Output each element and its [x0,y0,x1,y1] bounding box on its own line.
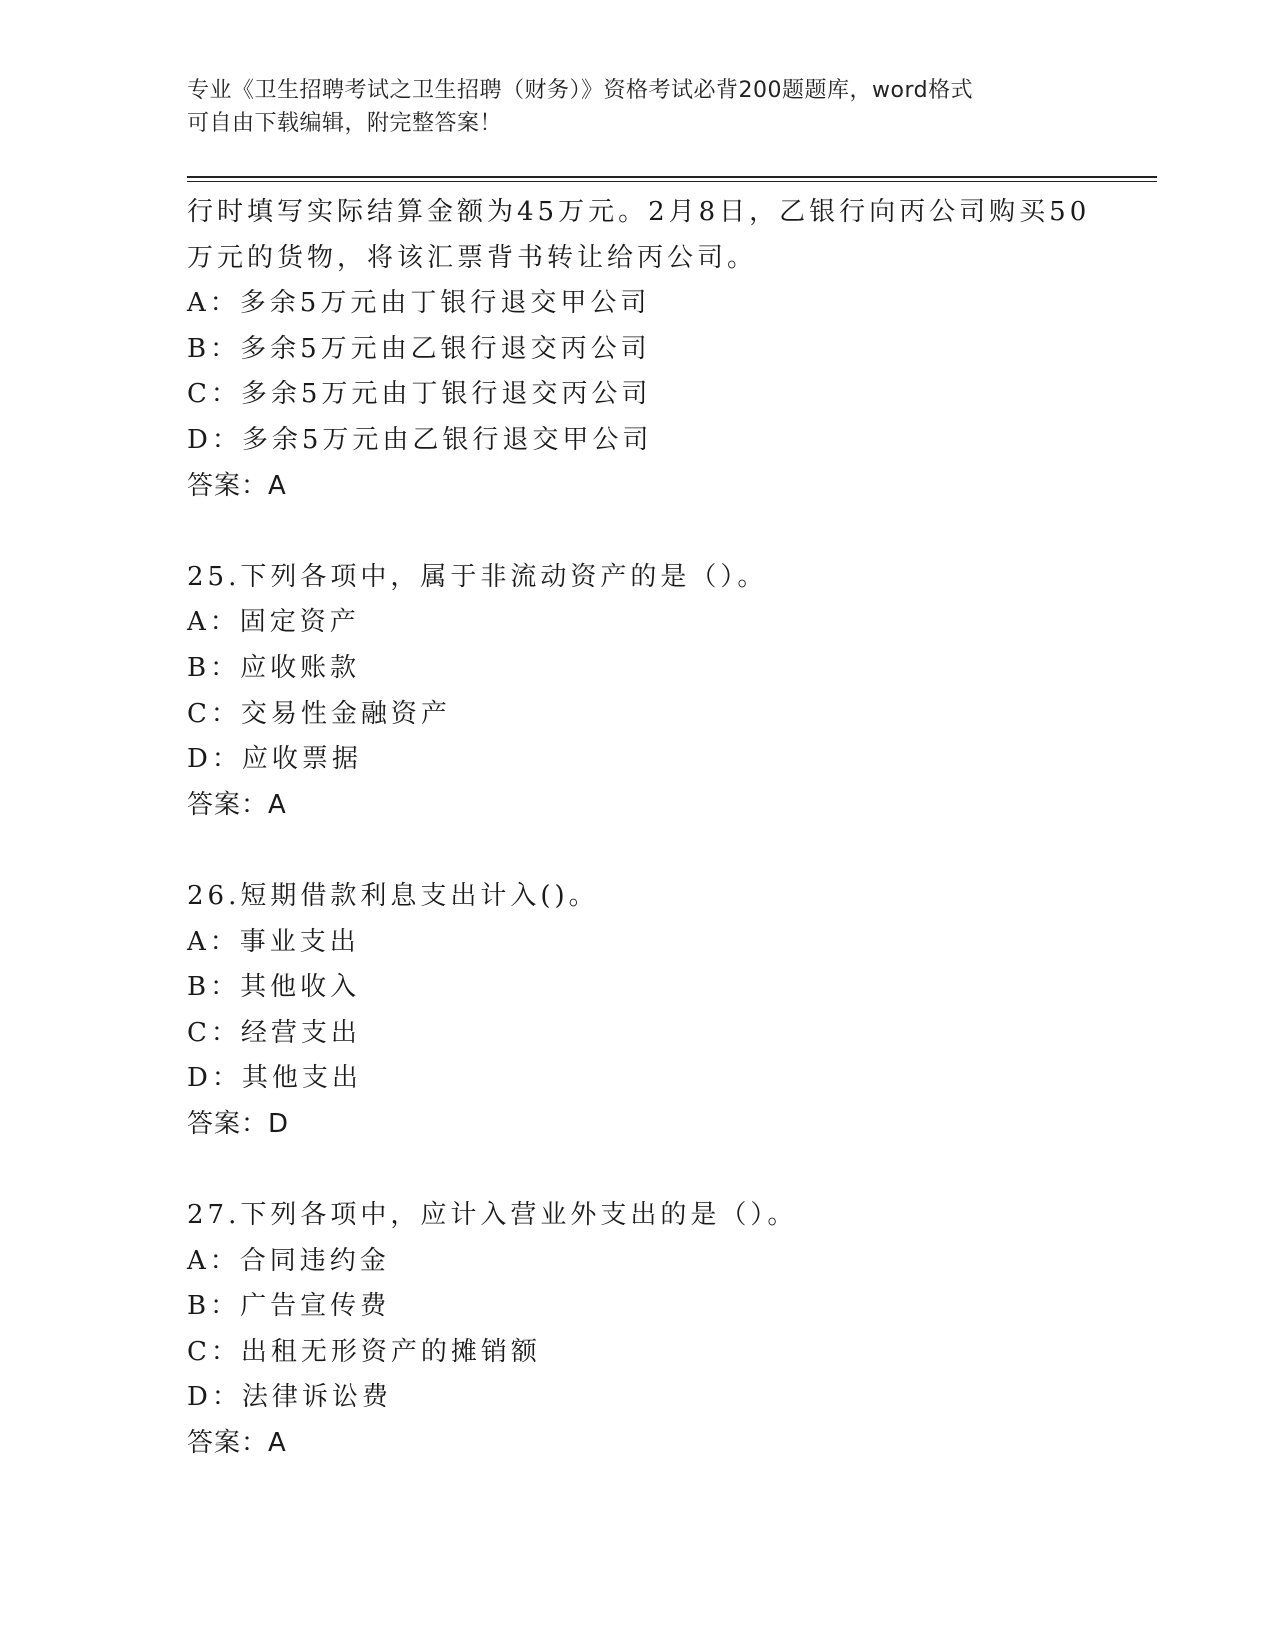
option-d: D：其他支出 [187,1063,362,1094]
question-stem-continued-line-2: 万元的货物，将该汇票背书转让给丙公司。 [187,242,758,273]
header-divider-thick [187,176,1157,178]
block-spacer [187,1147,1107,1193]
question-stem: 27.下列各项中，应计入营业外支出的是（）。 [187,1200,798,1231]
option-a: A：合同违约金 [187,1245,390,1276]
option-c: C：交易性金融资产 [187,698,451,729]
header-divider-thin [187,181,1157,182]
answer-line: 答案：A [187,470,287,501]
question-block-24-continued [187,190,1107,509]
option-a: A：多余5万元由丁银行退交甲公司 [187,288,651,319]
header-line-1: 专业《卫生招聘考试之卫生招聘（财务）》资格考试必背200题题库，word格式 [187,78,974,103]
question-block-25 [187,555,1107,829]
answer-line: 答案：D [187,1108,290,1139]
option-c: C：经营支出 [187,1017,361,1048]
option-b: B：其他收入 [187,972,361,1003]
option-d: D：多余5万元由乙银行退交甲公司 [187,424,653,455]
header-line-2: 可自由下载编辑，附完整答案！ [187,111,503,136]
answer-line: 答案：A [187,789,287,820]
question-block-26 [187,874,1107,1148]
question-stem: 26.短期借款利息支出计入()。 [187,880,599,911]
question-stem-continued-line-1: 行时填写实际结算金额为45万元。2月8日，乙银行向丙公司购买50 [187,197,1091,227]
option-a: A：固定资产 [187,607,360,638]
option-c: C：出租无形资产的摊销额 [187,1336,541,1367]
question-block-27 [187,1193,1107,1467]
question-stem: 25.下列各项中，属于非流动资产的是（）。 [187,561,768,592]
question-content [187,190,1107,1467]
option-b: B：多余5万元由乙银行退交丙公司 [187,333,651,364]
option-b: B：广告宣传费 [187,1291,391,1322]
answer-line: 答案：A [187,1428,287,1459]
option-d: D：法律诉讼费 [187,1382,392,1413]
option-b: B：应收账款 [187,652,361,683]
option-a: A：事业支出 [187,926,360,957]
option-c: C：多余5万元由丁银行退交丙公司 [187,379,652,410]
block-spacer [187,509,1107,555]
document-header [187,74,1087,140]
option-d: D：应收票据 [187,744,362,775]
block-spacer [187,828,1107,874]
